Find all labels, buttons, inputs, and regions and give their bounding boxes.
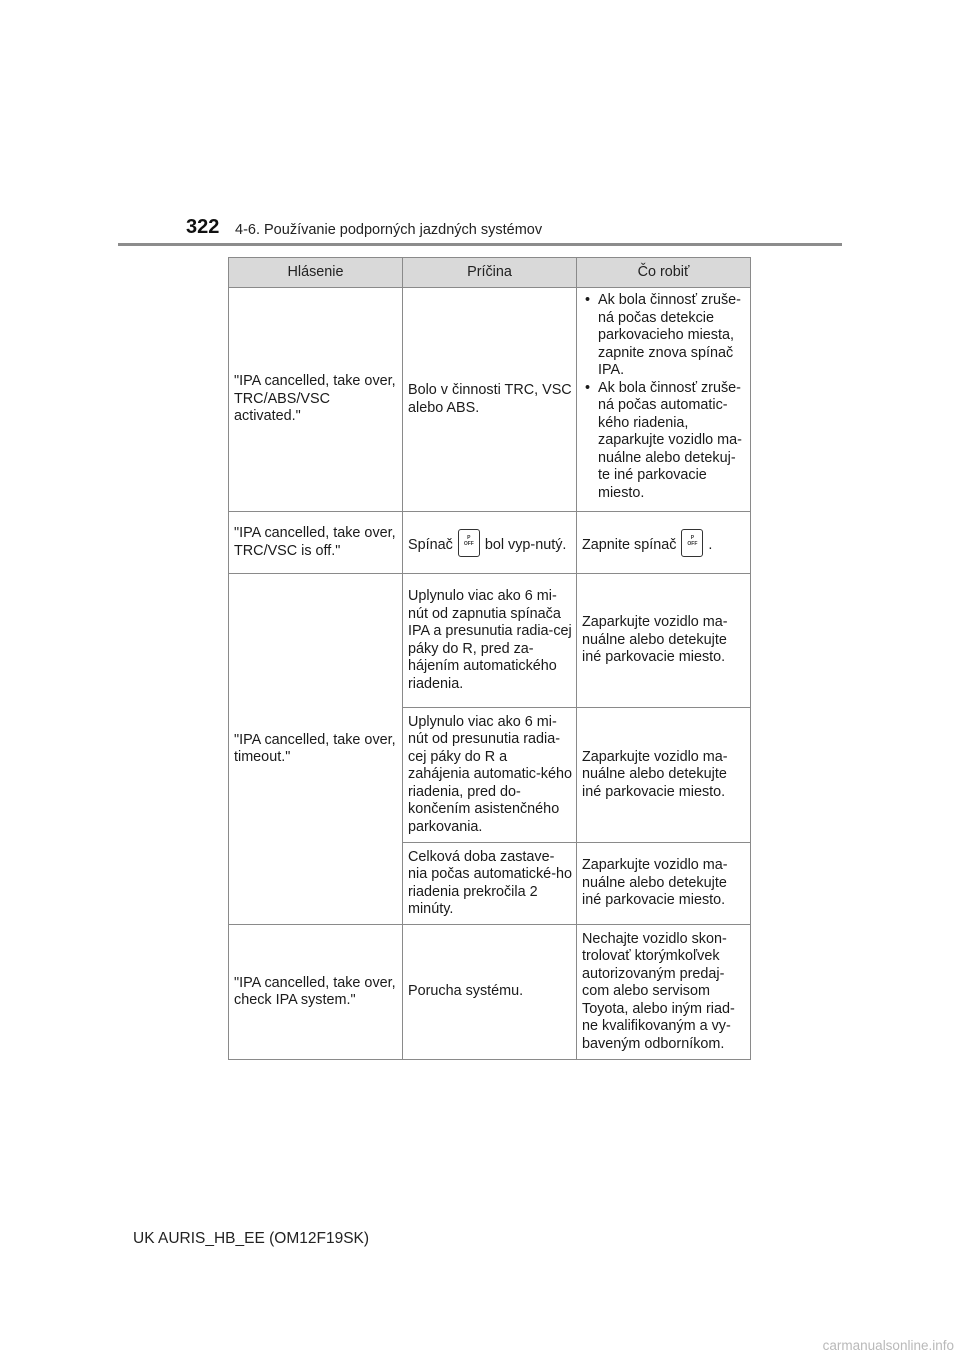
action-cell <box>577 288 751 512</box>
message-cell: "IPA cancelled, take over, timeout." <box>229 574 403 925</box>
vsc-off-switch-icon <box>681 529 703 557</box>
list-item: • Ak bola činnosť zruše-ná počas automatic-kého riadenia, zaparkujte vozidlo ma-nuálne alebo detekuj-te iné parkovacie miesto. <box>582 380 746 503</box>
message-cell: "IPA cancelled, take over, check IPA system." <box>229 925 403 1060</box>
list-item: • Ak bola činnosť zruše-ná počas detekcie parkovacieho miesta, zapnite znova spínač IPA. <box>582 292 746 380</box>
document-code: UK AURIS_HB_EE (OM12F19SK) <box>133 1230 370 1247</box>
page-number: 322 <box>186 216 220 238</box>
column-header-cause: Príčina <box>403 258 577 288</box>
cause-cell: Uplynulo viac ako 6 mi-nút od presunutia radia-cej páky do R a zahájenia automatic-kého riadenia, pred do-končením asistenčného parkovania. <box>403 708 577 843</box>
messages-table <box>228 257 751 1060</box>
action-list <box>582 292 746 502</box>
action-text-end: . <box>708 536 713 553</box>
action-cell <box>577 512 751 574</box>
table-row <box>229 512 751 574</box>
header-divider <box>118 243 842 246</box>
table-row <box>229 925 751 1060</box>
cause-text-start: Spínač <box>408 536 453 553</box>
message-cell: "IPA cancelled, take over, TRC/ABS/VSC activated." <box>229 288 403 512</box>
column-header-action: Čo robiť <box>577 258 751 288</box>
table-header-row <box>229 258 751 288</box>
cause-cell: Bolo v činnosti TRC, VSC alebo ABS. <box>403 288 577 512</box>
table-row <box>229 574 751 708</box>
section-title: 4-6. Používanie podporných jazdných systémov <box>235 222 543 238</box>
action-text-start: Zapnite spínač <box>582 536 677 553</box>
cause-cell: Uplynulo viac ako 6 mi-nút od zapnutia spínača IPA a presunutia radia-cej páky do R, pred za-hájením automatického riadenia. <box>403 574 577 708</box>
action-cell: Nechajte vozidlo skon-trolovať ktorýmkoľvek autorizovaným predaj-com alebo servisom Toyota, alebo iným riad-ne kvalifikovaným a vy-baveným odborníkom. <box>577 925 751 1060</box>
action-cell: Zaparkujte vozidlo ma-nuálne alebo detekujte iné parkovacie miesto. <box>577 574 751 708</box>
watermark: carmanualsonline.info <box>822 1338 954 1353</box>
cause-cell: Porucha systému. <box>403 925 577 1060</box>
cause-cell <box>403 512 577 574</box>
action-cell: Zaparkujte vozidlo ma-nuálne alebo detekujte iné parkovacie miesto. <box>577 708 751 843</box>
message-cell: "IPA cancelled, take over, TRC/VSC is off." <box>229 512 403 574</box>
cause-text-end: bol vyp-nutý. <box>484 536 567 553</box>
table-row <box>229 288 751 512</box>
vsc-off-switch-icon <box>458 529 480 557</box>
column-header-message: Hlásenie <box>229 258 403 288</box>
action-cell: Zaparkujte vozidlo ma-nuálne alebo detekujte iné parkovacie miesto. <box>577 843 751 925</box>
cause-cell: Celková doba zastave-nia počas automatické-ho riadenia prekročila 2 minúty. <box>403 843 577 925</box>
